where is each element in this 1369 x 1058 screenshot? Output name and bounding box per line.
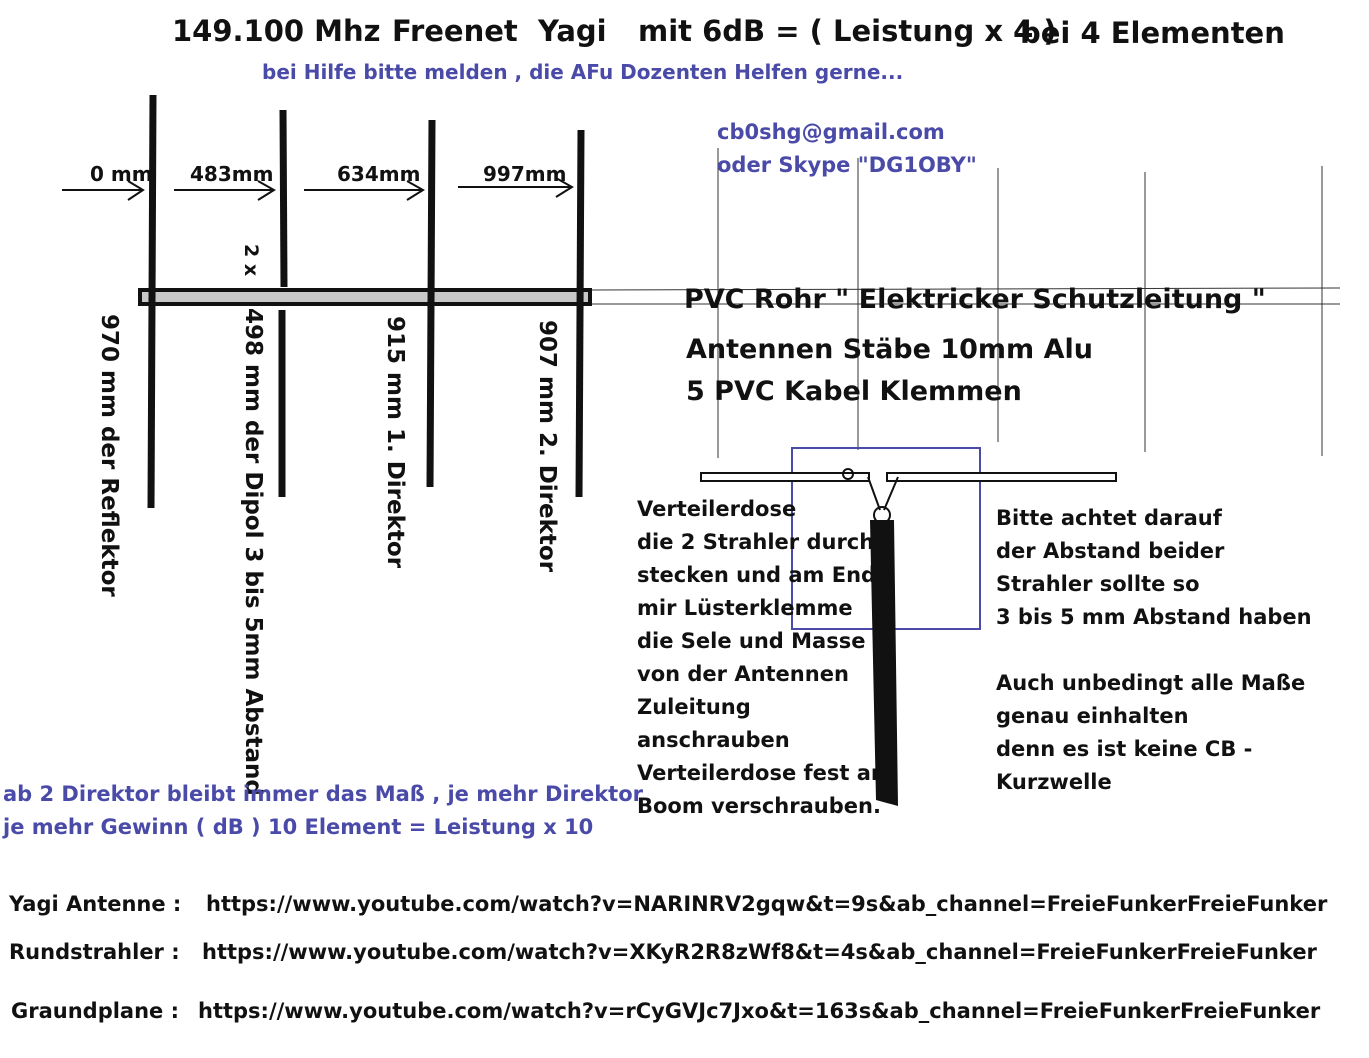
help-text: bei Hilfe bitte melden , die AFu Dozenten Helfen gerne... — [262, 60, 904, 84]
link-label-rundstrahler: Rundstrahler : — [9, 940, 180, 964]
note-line: der Abstand beider — [996, 539, 1225, 563]
instruction-line: Boom verschrauben. — [637, 794, 881, 818]
note-line — [996, 634, 1312, 667]
title-type: Yagi — [538, 14, 607, 48]
position-label-director-1: 634mm — [337, 162, 421, 186]
material-rods: Antennen Stäbe 10mm Alu — [686, 334, 1093, 365]
instructions — [637, 493, 890, 823]
material-boom: PVC Rohr " Elektricker Schutzleitung " — [684, 284, 1266, 315]
contact-email[interactable]: cb0shg@gmail.com — [717, 120, 945, 144]
position-label-reflector: 0 mm — [90, 162, 153, 186]
note-line: Kurzwelle — [996, 770, 1112, 794]
dipole-count-label: 2 x — [240, 244, 262, 277]
title-gain: mit 6dB = ( Leistung x 4 ) — [638, 14, 1057, 48]
note-line: denn es ist keine CB - — [996, 737, 1253, 761]
link-url-groundplane[interactable]: https://www.youtube.com/watch?v=rCyGVJc7Jxo&t=163s&ab_channel=FreieFunkerFreieFunker — [198, 999, 1321, 1023]
note-line: Strahler sollte so — [996, 572, 1200, 596]
instruction-line: Zuleitung — [637, 695, 751, 719]
dipole-element-upper — [283, 110, 284, 287]
position-label-director-2: 997mm — [483, 162, 567, 186]
title-elements: bei 4 Elementen — [1020, 16, 1285, 50]
note-line: 3 bis 5 mm Abstand haben — [996, 605, 1312, 629]
instruction-line: mir Lüsterklemme — [637, 596, 853, 620]
material-clamps: 5 PVC Kabel Klemmen — [686, 376, 1022, 407]
instruction-line: die 2 Strahler durch — [637, 530, 875, 554]
link-label-groundplane: Graundplane : — [11, 999, 179, 1023]
radiator-right — [887, 473, 1116, 481]
link-url-yagi[interactable]: https://www.youtube.com/watch?v=NARINRV2gqw&t=9s&ab_channel=FreieFunkerFreieFunker — [206, 892, 1328, 916]
director-1-label: 915 mm 1. Direktor — [382, 316, 408, 569]
director-1-element — [430, 120, 432, 487]
director-2-label: 907 mm 2. Direktor — [534, 320, 560, 573]
boom — [140, 290, 590, 304]
instruction-line: Verteilerdose — [637, 497, 797, 521]
note-line: Auch unbedingt alle Maße — [996, 671, 1306, 695]
note-line: genau einhalten — [996, 704, 1189, 728]
notes — [996, 502, 1312, 799]
footer-note-line-2: je mehr Gewinn ( dB ) 10 Element = Leistung x 10 — [3, 815, 594, 839]
dipole-label: 498 mm der Dipol 3 bis 5mm Abstand — [240, 308, 266, 796]
link-label-yagi: Yagi Antenne : — [9, 892, 182, 916]
title-net: Freenet — [392, 14, 518, 48]
note-line: Bitte achtet darauf — [996, 506, 1222, 530]
instruction-line: stecken und am Ende — [637, 563, 891, 587]
instruction-line: von der Antennen — [637, 662, 849, 686]
position-label-dipole: 483mm — [190, 162, 274, 186]
instruction-line: die Sele und Masse — [637, 629, 866, 653]
link-url-rundstrahler[interactable]: https://www.youtube.com/watch?v=XKyR2R8zWf8&t=4s&ab_channel=FreieFunkerFreieFunker — [202, 940, 1317, 964]
reflector-element — [151, 95, 153, 508]
instruction-line: anschrauben — [637, 728, 790, 752]
title-frequency: 149.100 Mhz — [172, 14, 381, 48]
instruction-line: Verteilerdose fest an — [637, 761, 886, 785]
contact-skype: oder Skype "DG1OBY" — [717, 153, 977, 177]
reflector-label: 970 mm der Reflektor — [96, 314, 122, 597]
director-2-element — [579, 130, 581, 497]
footer-note-line-1: ab 2 Direktor bleibt immer das Maß , je mehr Direktor — [3, 782, 643, 806]
